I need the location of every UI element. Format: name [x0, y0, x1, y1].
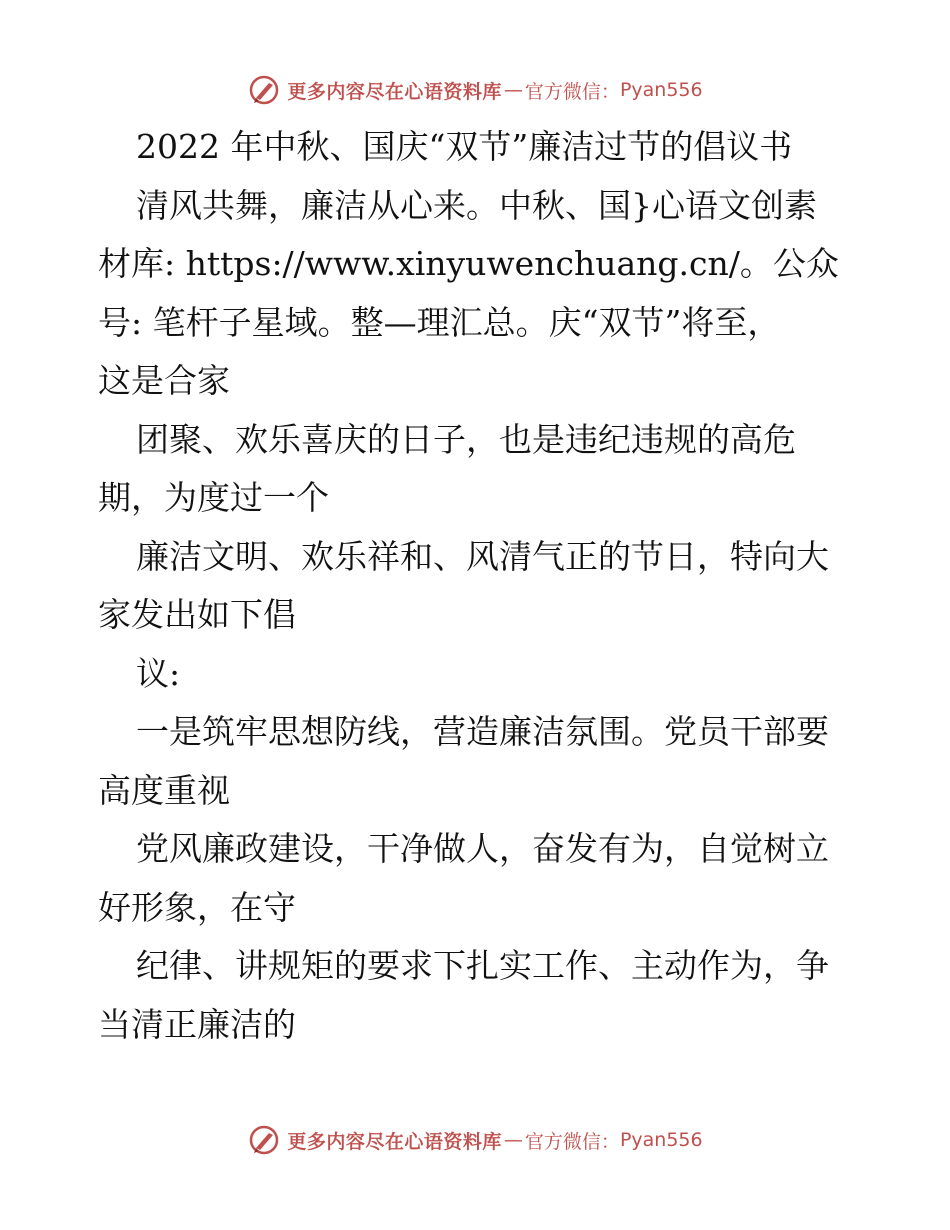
paragraph-line: 材库: https://www.xinyuwenchuang.cn/。公众: [98, 244, 839, 283]
pen-logo-icon: [247, 73, 281, 107]
banner-wechat-label: 官方微信：: [524, 1130, 620, 1153]
banner-wechat-id: Pyan556: [619, 79, 703, 101]
paragraph-line: 一是筑牢思想防线，营造廉洁氛围。党员干部要: [136, 712, 829, 751]
paragraph-line: 当清正廉洁的: [98, 1004, 296, 1044]
paragraph-line: 好形象，在守: [98, 887, 296, 927]
banner-wechat-id: Pyan556: [619, 1129, 703, 1151]
header-watermark: [0, 70, 950, 110]
paragraph-line: 号: 笔杆子星域。整—理汇总。庆“双节”将至，: [98, 302, 781, 342]
footer-watermark: [0, 1120, 950, 1160]
banner-wechat-label: 官方微信：: [524, 80, 620, 103]
banner-title: 更多内容尽在心语资料库: [287, 80, 502, 103]
paragraph-line: 党风廉政建设，干净做人，奋发有为，自觉树立: [136, 829, 829, 868]
paragraph-line: 议:: [136, 653, 181, 693]
paragraph-line: 纪律、讲规矩的要求下扎实工作、主动作为，争: [136, 946, 829, 985]
pen-logo-icon: [247, 1123, 281, 1157]
paragraph-line: 高度重视: [98, 770, 230, 810]
paragraph-line: 家发出如下倡: [98, 595, 296, 634]
paragraph-line: 清风共舞，廉洁从心来。中秋、国}心语文创素: [136, 185, 817, 225]
paragraph-line: 这是合家: [98, 361, 230, 400]
banner-dash: —: [503, 1129, 523, 1151]
paragraph-line: 期，为度过一个: [98, 478, 329, 517]
paragraph-line: 团聚、欢乐喜庆的日子，也是违纪违规的高危: [136, 419, 796, 459]
banner-dash: —: [503, 79, 523, 101]
document-body: [98, 118, 858, 1054]
paragraph-line: 廉洁文明、欢乐祥和、风清气正的节日，特向大: [136, 536, 829, 576]
banner-title: 更多内容尽在心语资料库: [287, 1130, 502, 1153]
document-title: 2022 年中秋、国庆“双节”廉洁过节的倡议书: [136, 127, 793, 166]
